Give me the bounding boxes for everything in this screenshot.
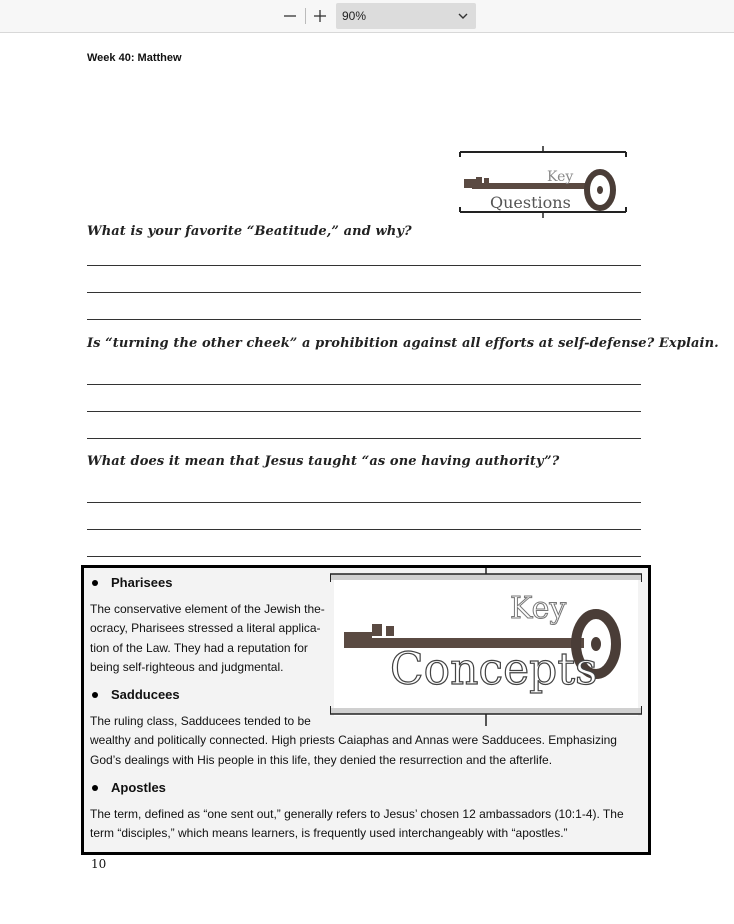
toolbar-separator <box>305 8 306 24</box>
zoom-level-select[interactable] <box>336 3 476 29</box>
plus-icon <box>313 9 327 23</box>
concept-definition-sadducees <box>90 712 617 770</box>
definition-line: God’s dealings with His people in this life, they denied the resurrection and the afterlife. <box>90 752 553 767</box>
answer-line[interactable] <box>87 411 641 412</box>
concept-term-label: Pharisees <box>111 575 173 590</box>
definition-line: tion of the Law. They had a reputation for <box>90 640 308 655</box>
answer-line[interactable] <box>87 265 641 266</box>
bullet-icon <box>92 692 98 698</box>
zoom-level-value: 90% <box>342 9 367 23</box>
question-2: Is “turning the other cheek” a prohibition against all efforts at self-defense? Explain. <box>87 336 719 351</box>
key-questions-word2: Questions <box>490 193 571 212</box>
answer-line[interactable] <box>87 292 641 293</box>
concept-term-label: Sadducees <box>111 687 180 702</box>
question-3: What does it mean that Jesus taught “as one having authority”? <box>87 454 560 469</box>
zoom-in-button[interactable] <box>308 5 332 27</box>
key-concepts-word2: Concepts <box>390 644 598 695</box>
concept-definition-apostles <box>90 805 624 844</box>
page-header: Week 40: Matthew <box>87 52 182 64</box>
definition-line: ocracy, Pharisees stressed a literal applica- <box>90 621 321 636</box>
key-concepts-word1: Key <box>510 591 567 626</box>
zoom-out-button[interactable] <box>278 5 302 27</box>
definition-line: term “disciples,” which means learners, is frequently used interchangeably with “apostles.” <box>90 826 568 841</box>
definition-line: The conservative element of the Jewish the- <box>90 602 325 616</box>
key-concepts-graphic <box>330 568 642 728</box>
definition-line: The term, defined as “one sent out,” generally refers to Jesus’ chosen 12 ambassadors (10:1-4). The <box>90 807 624 821</box>
answer-line[interactable] <box>87 556 641 557</box>
answer-line[interactable] <box>87 319 641 320</box>
answer-line[interactable] <box>87 438 641 439</box>
definition-line: The ruling class, Sadducees tended to be <box>90 714 311 728</box>
key-concepts-box <box>81 565 651 855</box>
bullet-icon <box>92 785 98 791</box>
page-number: 10 <box>91 857 107 871</box>
bullet-icon <box>92 580 98 586</box>
minus-icon <box>283 9 297 23</box>
answer-line[interactable] <box>87 502 641 503</box>
concept-term-label: Apostles <box>111 780 166 795</box>
key-questions-graphic <box>458 146 628 218</box>
answer-line[interactable] <box>87 529 641 530</box>
viewer-toolbar <box>0 0 734 33</box>
concept-term-pharisees <box>92 575 172 590</box>
concept-term-apostles <box>92 780 166 795</box>
answer-line[interactable] <box>87 384 641 385</box>
definition-line: wealthy and politically connected. High priests Caiaphas and Annas were Sadducees. Emphasizing <box>90 733 617 748</box>
definition-line: being self-righteous and judgmental. <box>90 659 284 674</box>
question-1: What is your favorite “Beatitude,” and why? <box>87 224 412 239</box>
chevron-down-icon <box>458 11 468 21</box>
concept-term-sadducees <box>92 687 180 702</box>
key-questions-word1: Key <box>547 169 574 185</box>
concept-definition-pharisees <box>90 600 325 677</box>
